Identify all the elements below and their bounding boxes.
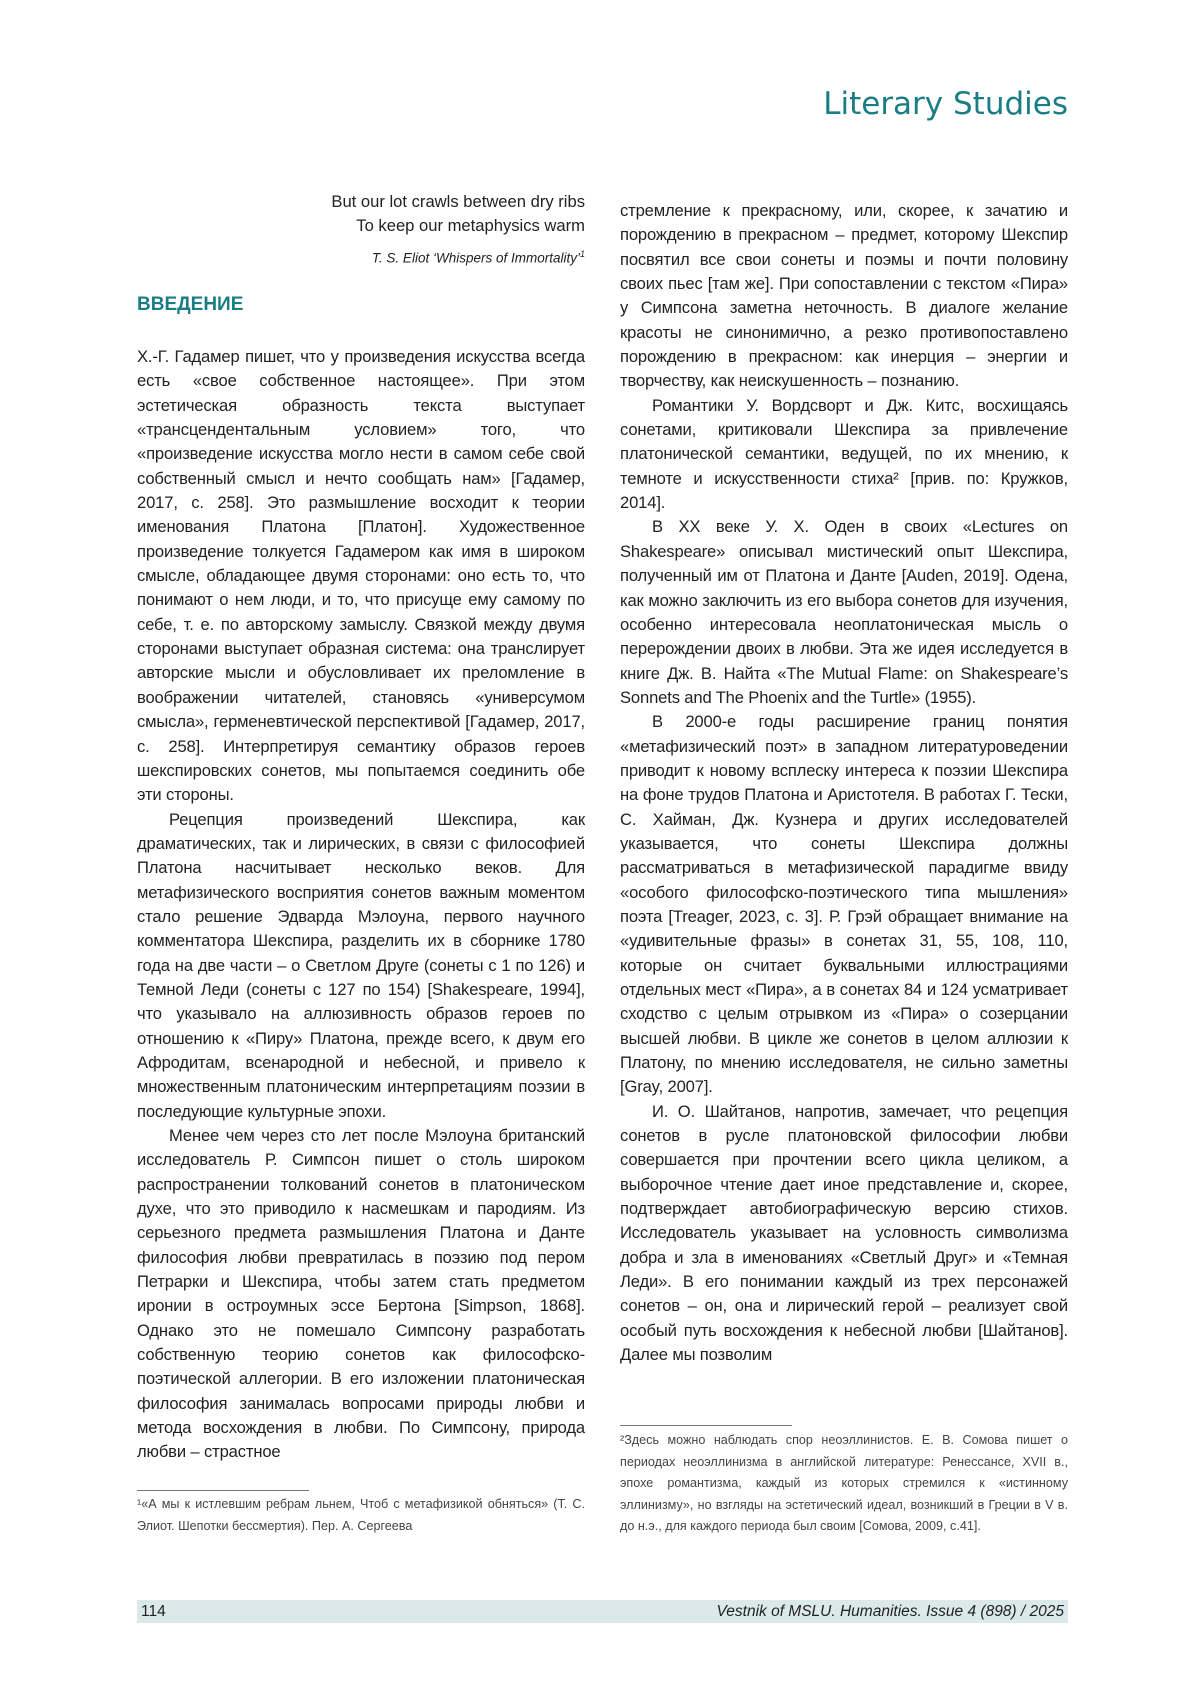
paragraph: Менее чем через сто лет после Мэлоуна британский исследователь Р. Симпсон пишет о столь широком распространении толкований сонетов в платоническом духе, что это приводило к насмешкам и пародиям. Из серьезного предмета размышления Платона и Данте философия любви превратилась в поэзию под пером Петрарки и Шекспира, чтобы затем стать предметом иронии в остроумных эссе Бертона [Simpson, 1868]. Однако это не помешало Симпсону разработать собственную теорию сонетов как философско-поэтической аллегории. В его изложении платоническая философия занималась вопросами природы любви и метода восхождения в любви. По Симпсону, природа любви – страстное [137,1124,585,1465]
section-title: Literary Studies [823,86,1068,122]
paragraph: Романтики У. Вордсворт и Дж. Китс, восхищаясь сонетами, критиковали Шекспира за привлечение платонической семантики, ведущей, по их мнению, к темноте и искусственности стиха² [прив. по: Кружков, 2014]. [620,394,1068,516]
footnote-divider [137,1490,309,1491]
section-heading: ВВЕДЕНИЕ [137,294,243,316]
footnote-ref[interactable]: 1 [580,249,585,259]
paragraph: И. О. Шайтанов, напротив, замечает, что рецепция сонетов в русле платоновской философии любви совершается при прочтении всего цикла целиком, а выборочное чтение дает иное представление и, скорее, подтверждает автобиографическую версию стихов. Исследователь указывает на условность символизма добра и зла в именованиях «Светлый Друг» и «Темная Леди». В его понимании каждый из трех персонажей сонетов – он, она и лирический герой – реализует свой особый путь восхождения к небесной любви [Шайтанов]. Далее мы позволим [620,1100,1068,1368]
right-column [620,199,1068,1368]
paragraph: Рецепция произведений Шекспира, как драматических, так и лирических, в связи с философией Платона насчитывает несколько веков. Для метафизического восприятия сонетов важным моментом стало решение Эдварда Мэлоуна, первого научного комментатора Шекспира, разделить их в сборнике 1780 года на две части – о Светлом Друге (сонеты с 1 по 126) и Темной Леди (сонеты с 127 по 154) [Shakespeare, 1994], что указывало на аллюзивность образов героев по отношению к «Пиру» Платона, прежде всего, к двум его Афродитам, всенародной и небесной, и привело к множественным платоническим интерпретациям поэзии в последующие культурные эпохи. [137,808,585,1124]
footnote-divider [620,1425,792,1426]
paragraph: стремление к прекрасному, или, скорее, к зачатию и порождению в прекрасном – предмет, которому Шекспир посвятил все свои сонеты и поэмы и почти половину своих пьес [там же]. При сопоставлении с текстом «Пира» у Симпсона заметна неточность. В диалоге желание красоты не синонимично, а резко противопоставлено порождению в прекрасном: как инерция – энергии и творчеству, как неискушенность – познанию. [620,199,1068,394]
footnote-2: ²Здесь можно наблюдать спор неоэллинистов. Е. В. Сомова пишет о периодах неоэллинизма в английской литературе: Ренессансе, XVII в., эпохе романтизма, каждый из которых стремился к «истинному эллинизму», но взгляды на эстетический идеал, возникший в Греции в V в. до н.э., для каждого периода был своим [Сомова, 2009, с.41]. [620,1430,1068,1538]
epigraph-line: To keep our metaphysics warm [137,214,585,238]
journal-title: Vestnik of MSLU. Humanities. Issue 4 (898) / 2025 [717,1600,1064,1623]
epigraph-source: T. S. Eliot ‘Whispers of Immortality’1 [137,242,585,271]
left-column [137,345,585,1465]
paragraph: В XX веке У. Х. Оден в своих «Lectures on Shakespeare» описывал мистический опыт Шекспира, полученный им от Платона и Данте [Auden, 2019]. Одена, как можно заключить из его выбора сонетов для изучения, особенно интересовала неоплатоническая мысль о перерождении двоих в любви. Эта же идея исследуется в книге Дж. В. Найта «The Mutual Flame: on Shakespeare’s Sonnets and The Phoenix and the Turtle» (1955). [620,515,1068,710]
epigraph-line: But our lot crawls between dry ribs [137,190,585,214]
epigraph [137,190,585,271]
footnote-1: ¹«А мы к истлевшим ребрам льнем, Чтоб с метафизикой обняться» (Т. С. Элиот. Шепотки бессмертия). Пер. А. Сергеева [137,1494,585,1537]
paragraph: Х.-Г. Гадамер пишет, что у произведения искусства всегда есть «свое собственное настоящее». При этом эстетическая образность текста выступает «трансцендентальным условием» того, что «произведение искусства могло нести в самом себе свой собственный смысл и нечто сообщать нам» [Гадамер, 2017, с. 258]. Это размышление восходит к теории именования Платона [Платон]. Художественное произведение толкуется Гадамером как имя в широком смысле, обладающее двумя сторонами: оно есть то, что понимают о нем люди, и то, что присуще ему самому по себе, т. е. по авторскому замыслу. Связкой между двумя сторонами выступает образная система: она транслирует авторские мысли и обусловливает их преломление в воображении читателей, становясь «универсумом смысла», герменевтической перспективой [Гадамер, 2017, с. 258]. Интерпретируя семантику образов героев шекспировских сонетов, мы попытаемся соединить обе эти стороны. [137,345,585,808]
page-number: 114 [141,1600,166,1623]
paragraph: В 2000-е годы расширение границ понятия «метафизический поэт» в западном литературоведении приводит к новому всплеску интереса к поэзии Шекспира на фоне трудов Платона и Аристотеля. В работах Г. Тески, С. Хайман, Дж. Кузнера и других исследователей указывается, что сонеты Шекспира должны рассматриваться в метафизической парадигме ввиду «особого философско-поэтического типа мышления» поэта [Treager, 2023, с. 3]. Р. Грэй обращает внимание на «удивительные фразы» в сонетах 31, 55, 108, 110, которые он считает буквальными иллюстрациями отдельных мест «Пира», а в сонетах 84 и 124 усматривает сходство с целым отрывком из «Пира» о созерцании высшей любви. В цикле же сонетов в целом аллюзии к Платону, по мнению исследователя, не сильно заметны [Gray, 2007]. [620,710,1068,1100]
page-footer [137,1600,1068,1623]
